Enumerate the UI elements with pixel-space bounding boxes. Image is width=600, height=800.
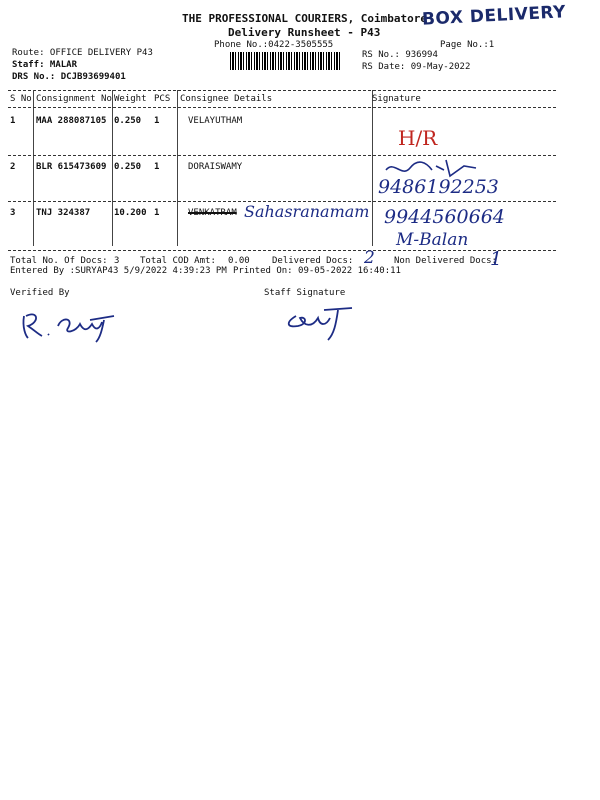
row2-sno: 2 — [10, 162, 16, 172]
page-number: Page No.:1 — [440, 40, 495, 50]
header-rule — [8, 107, 556, 108]
row3-weight: 10.200 — [114, 208, 147, 218]
total-docs-value: 3 — [114, 256, 120, 266]
row2-consignee: DORAISWAMY — [188, 162, 243, 172]
column-divider — [372, 90, 373, 246]
header-sno: S No — [10, 94, 32, 104]
staff-label: Staff: MALAR — [12, 60, 78, 70]
column-divider — [112, 90, 113, 246]
header-consignee: Consignee Details — [180, 94, 273, 104]
phone-number: Phone No.:0422-3505555 — [214, 40, 334, 50]
non-delivered-value: 1 — [490, 248, 503, 270]
printed-on: Printed On: 09-05-2022 16:40:11 — [233, 266, 401, 276]
table-bottom-rule — [8, 250, 556, 251]
total-docs-label: Total No. Of Docs: — [10, 256, 108, 266]
row3-pcs: 1 — [154, 208, 160, 218]
row1-consignment: MAA 288087105 — [36, 116, 107, 126]
row2-pcs: 1 — [154, 162, 160, 172]
header-weight: Weight — [114, 94, 147, 104]
box-delivery-stamp: BOX DELIVERY — [421, 2, 567, 30]
drs-number: DRS No.: DCJB93699401 — [12, 72, 126, 82]
column-divider — [177, 90, 178, 246]
rs-date: RS Date: 09-May-2022 — [362, 62, 471, 72]
row3-handwritten-name: Sahasranamam — [244, 202, 370, 221]
delivered-value: 2 — [364, 248, 375, 268]
row3-consignment: TNJ 324387 — [36, 208, 91, 218]
entered-by: Entered By :SURYAP43 5/9/2022 4:39:23 PM — [10, 266, 227, 276]
runsheet-title: Delivery Runsheet - P43 — [228, 26, 381, 39]
verified-by-label: Verified By — [10, 288, 70, 298]
rs-number: RS No.: 936994 — [362, 50, 438, 60]
column-divider — [33, 90, 34, 246]
row3-receiver-note: M-Balan — [396, 230, 469, 250]
verified-by-signature — [18, 306, 118, 346]
header-consignment: Consignment No — [36, 94, 112, 104]
table-top-rule — [8, 90, 556, 91]
staff-signature-mark — [278, 298, 358, 344]
cod-value: 0.00 — [228, 256, 250, 266]
header-pcs: PCS — [154, 94, 171, 104]
row1-pcs: 1 — [154, 116, 160, 126]
row2-weight: 0.250 — [114, 162, 142, 172]
row2-phone-note: 9486192253 — [378, 176, 499, 198]
header-signature: Signature — [372, 94, 421, 104]
company-name: THE PROFESSIONAL COURIERS, Coimbatore — [182, 12, 428, 25]
cod-label: Total COD Amt: — [140, 256, 216, 266]
staff-signature-label: Staff Signature — [264, 288, 346, 298]
row1-signature-note: H/R — [398, 126, 438, 150]
row1-consignee: VELAYUTHAM — [188, 116, 243, 126]
row1-sno: 1 — [10, 116, 16, 126]
row1-weight: 0.250 — [114, 116, 142, 126]
delivered-label: Delivered Docs: — [272, 256, 354, 266]
non-delivered-label: Non Delivered Docs: — [394, 256, 497, 266]
row2-consignment: BLR 615473609 — [36, 162, 107, 172]
route-label: Route: OFFICE DELIVERY P43 — [12, 48, 153, 58]
row3-sno: 3 — [10, 208, 16, 218]
row3-consignee: VENKATRAM — [188, 208, 237, 218]
barcode-graphic — [230, 52, 342, 70]
row3-phone-note: 9944560664 — [384, 206, 505, 228]
